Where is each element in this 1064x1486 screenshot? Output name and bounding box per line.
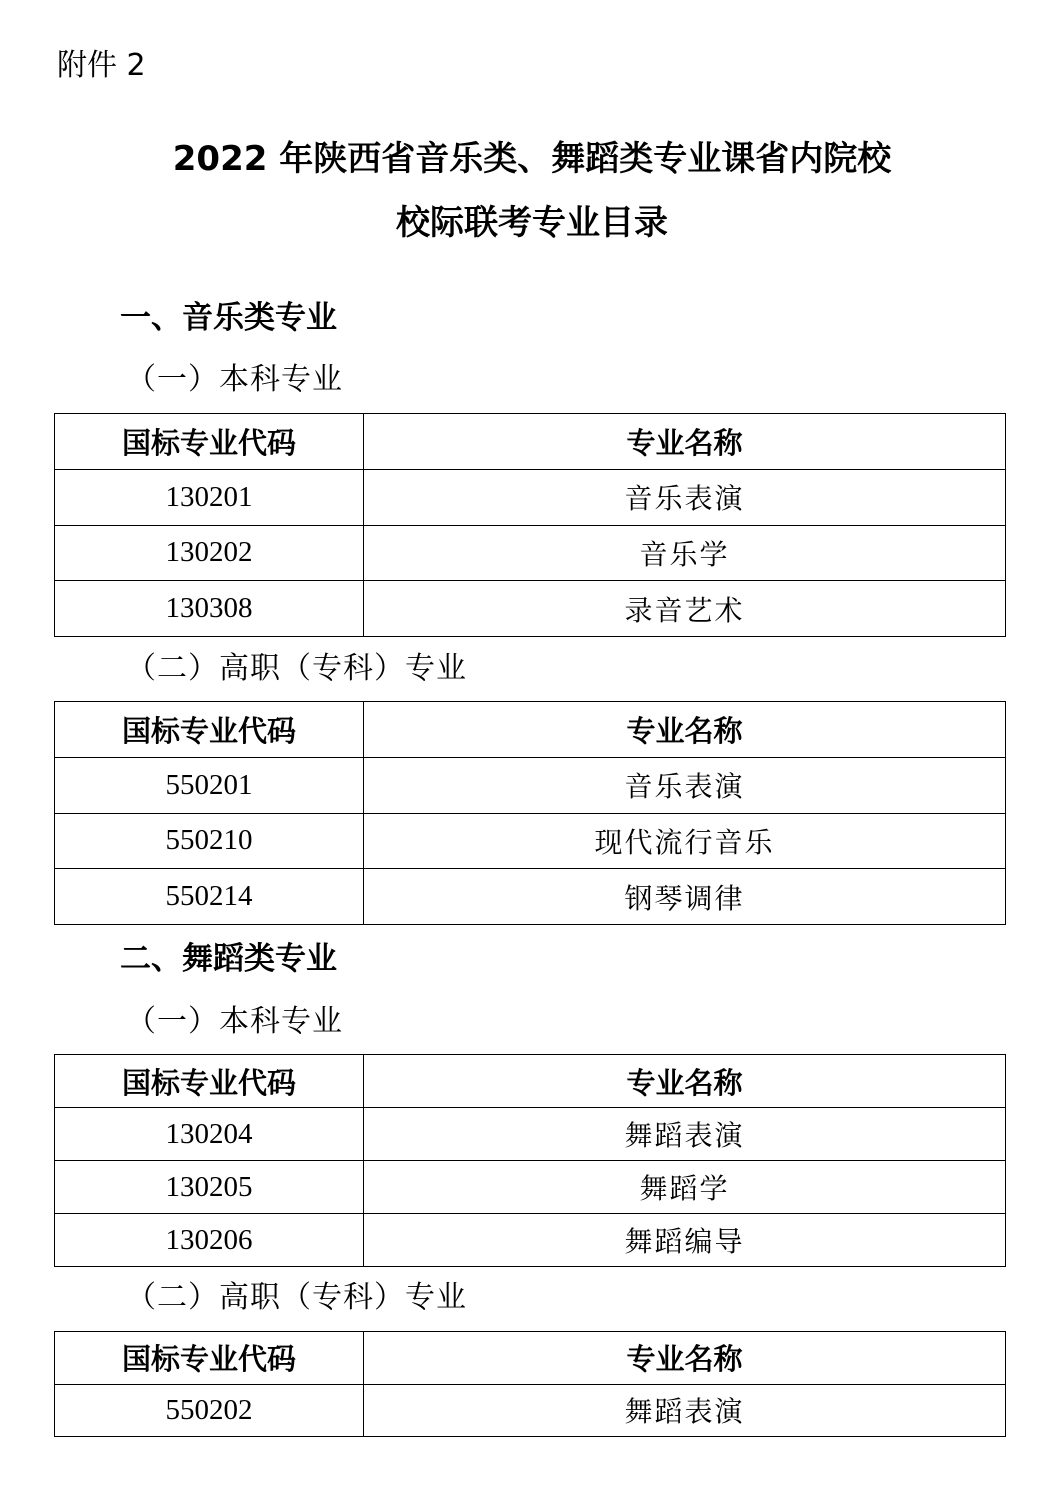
dance-vocational-table — [54, 1331, 1006, 1437]
header-name: 专业名称 — [364, 702, 1006, 758]
table-row — [55, 757, 1006, 813]
major-name: 音乐表演 — [364, 757, 1006, 813]
major-name: 录音艺术 — [364, 581, 1006, 637]
table-header-row — [55, 414, 1006, 470]
table-header-row — [55, 1332, 1006, 1385]
group-label-music-vocational: （二）高职（专科）专业 — [126, 651, 467, 686]
table-row — [55, 525, 1006, 581]
header-name: 专业名称 — [364, 1055, 1006, 1108]
major-name: 钢琴调律 — [364, 869, 1006, 925]
major-code: 130308 — [55, 581, 364, 637]
header-code: 国标专业代码 — [55, 414, 364, 470]
table-row — [55, 469, 1006, 525]
major-code: 550201 — [55, 757, 364, 813]
header-name: 专业名称 — [364, 1332, 1006, 1385]
major-code: 550210 — [55, 813, 364, 869]
table-header-row — [55, 1055, 1006, 1108]
group-label-dance-undergraduate: （一）本科专业 — [126, 1004, 343, 1039]
music-undergraduate-table — [54, 413, 1006, 637]
major-name: 音乐表演 — [364, 469, 1006, 525]
group-label-music-undergraduate: （一）本科专业 — [126, 362, 343, 397]
major-name: 舞蹈表演 — [364, 1108, 1006, 1161]
major-code: 130201 — [55, 469, 364, 525]
document-title-line-1: 2022 年陕西省音乐类、舞蹈类专业课省内院校 — [172, 139, 892, 179]
header-code: 国标专业代码 — [55, 1055, 364, 1108]
group-label-dance-vocational: （二）高职（专科）专业 — [126, 1280, 467, 1315]
table-row — [55, 1384, 1006, 1437]
table-header-row — [55, 702, 1006, 758]
table-row — [55, 869, 1006, 925]
section-heading-dance: 二、舞蹈类专业 — [120, 941, 337, 977]
table-row — [55, 1108, 1006, 1161]
table-row — [55, 1161, 1006, 1214]
table-row — [55, 581, 1006, 637]
dance-undergraduate-table — [54, 1054, 1006, 1267]
major-name: 音乐学 — [364, 525, 1006, 581]
major-code: 130206 — [55, 1214, 364, 1267]
major-code: 550214 — [55, 869, 364, 925]
attachment-label: 附件 2 — [57, 48, 146, 83]
major-code: 130205 — [55, 1161, 364, 1214]
major-name: 舞蹈表演 — [364, 1384, 1006, 1437]
header-name: 专业名称 — [364, 414, 1006, 470]
major-code: 130204 — [55, 1108, 364, 1161]
section-heading-music: 一、音乐类专业 — [120, 300, 337, 336]
major-name: 舞蹈编导 — [364, 1214, 1006, 1267]
major-name: 现代流行音乐 — [364, 813, 1006, 869]
major-code: 130202 — [55, 525, 364, 581]
major-name: 舞蹈学 — [364, 1161, 1006, 1214]
header-code: 国标专业代码 — [55, 702, 364, 758]
header-code: 国标专业代码 — [55, 1332, 364, 1385]
document-title-line-2: 校际联考专业目录 — [396, 203, 668, 243]
table-row — [55, 813, 1006, 869]
music-vocational-table — [54, 701, 1006, 925]
major-code: 550202 — [55, 1384, 364, 1437]
table-row — [55, 1214, 1006, 1267]
